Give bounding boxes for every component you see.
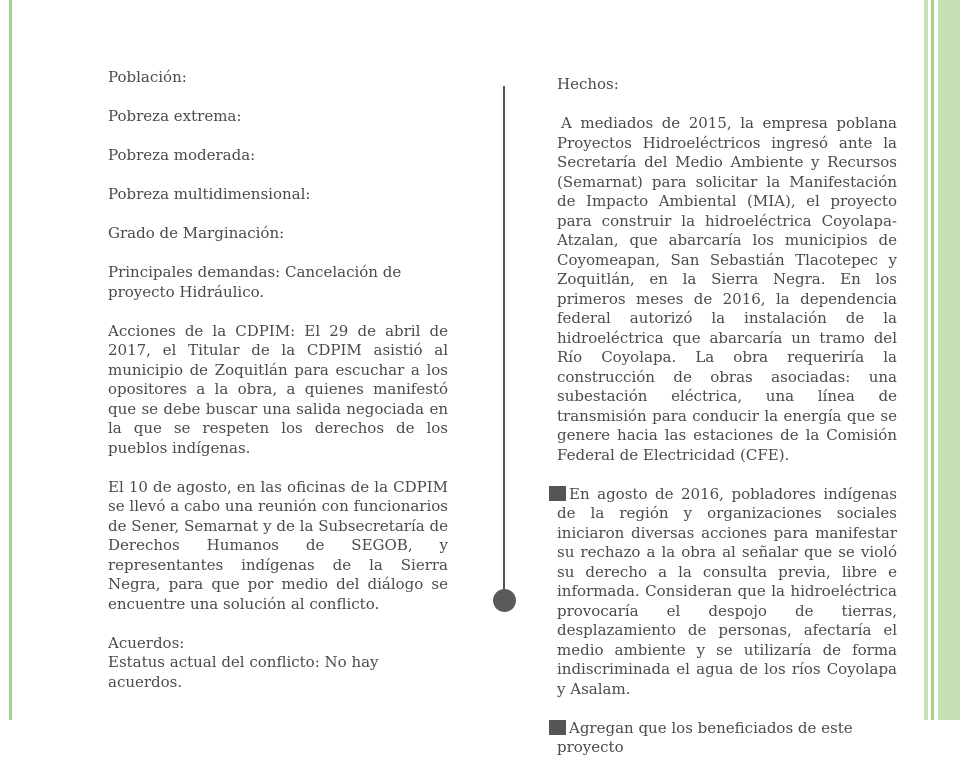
field-grado-marginacion: Grado de Marginación: bbox=[108, 224, 285, 242]
field-acciones: Acciones de la CDPIM: El 29 de abril de 2017, el Titular de la CDPIM asistió al municipio de Zoquitlán para escuchar a los opositores a la obra, a quienes manifestó que se debe buscar una salida negociada en la que se respeten los derechos de los pueblos indígenas. bbox=[108, 321, 448, 457]
field-principales-demandas: Principales demandas: Cancelación de proyecto Hidráulico. bbox=[108, 263, 402, 301]
timeline-line bbox=[503, 86, 505, 592]
hechos-paragraph-3 bbox=[557, 719, 897, 758]
field-acuerdos: Acuerdos: bbox=[108, 633, 185, 652]
hechos-paragraph-2-text: En agosto de 2016, pobladores indígenas de la región y organizaciones sociales iniciaron diversas acciones para manifestar su rechazo a la obra al señalar que se violó su derecho a la consulta previa, libre e informada. Consideran que la hidroeléctrica provocaría el despojo de tierras, desplazamiento de personas, afectaría el medio ambiente y se utilizaría de forma indiscriminada el agua de los ríos Coyolapa y Asalam. bbox=[557, 484, 897, 698]
hechos-heading: Hechos: bbox=[557, 75, 619, 93]
hechos-paragraph-3-text: Agregan que los beneficiados de este proyecto bbox=[557, 718, 853, 756]
field-poblacion: Población: bbox=[108, 68, 187, 86]
left-column bbox=[108, 68, 448, 692]
field-pobreza-multidimensional: Pobreza multidimensional: bbox=[108, 185, 311, 203]
left-border-decoration bbox=[0, 0, 12, 720]
paragraph-reunion: El 10 de agosto, en las oficinas de la CDPIM se llevó a cabo una reunión con funcionarios de Sener, Semarnat y de la Subsecretaría de Derechos Humanos de SEGOB, y representantes indígenas de la Sierra Negra, para que por medio del diálogo se encuentre una solución al conflicto. bbox=[108, 477, 448, 613]
field-estatus: Estatus actual del conflicto: No hay acuerdos. bbox=[108, 653, 379, 691]
square-bullet-icon bbox=[549, 486, 566, 501]
hechos-paragraph-2 bbox=[557, 485, 897, 700]
timeline-dot bbox=[493, 589, 516, 612]
right-column bbox=[557, 75, 897, 777]
right-stripe-decoration bbox=[920, 0, 960, 720]
field-pobreza-moderada: Pobreza moderada: bbox=[108, 146, 256, 164]
hechos-paragraph-1: A mediados de 2015, la empresa poblana Proyectos Hidroeléctricos ingresó ante la Secretaría del Medio Ambiente y Recursos (Semarnat) para solicitar la Manifestación de Impacto Ambiental (MIA), el proyecto para construir la hidroeléctrica Coyolapa-Atzalan, que abarcaría los municipios de Coyomeapan, San Sebastián Tlacotepec y Zoquitlán, en la Sierra Negra. En los primeros meses de 2016, la dependencia federal autorizó la instalación de la hidroeléctrica que abarcaría un tramo del Río Coyolapa. La obra requeriría la construcción de obras asociadas: una subestación eléctrica, una línea de transmisión para conducir la energía que se genere hacia las estaciones de la Comisión Federal de Electricidad (CFE). bbox=[557, 114, 897, 464]
field-pobreza-extrema: Pobreza extrema: bbox=[108, 107, 242, 125]
square-bullet-icon bbox=[549, 720, 566, 735]
